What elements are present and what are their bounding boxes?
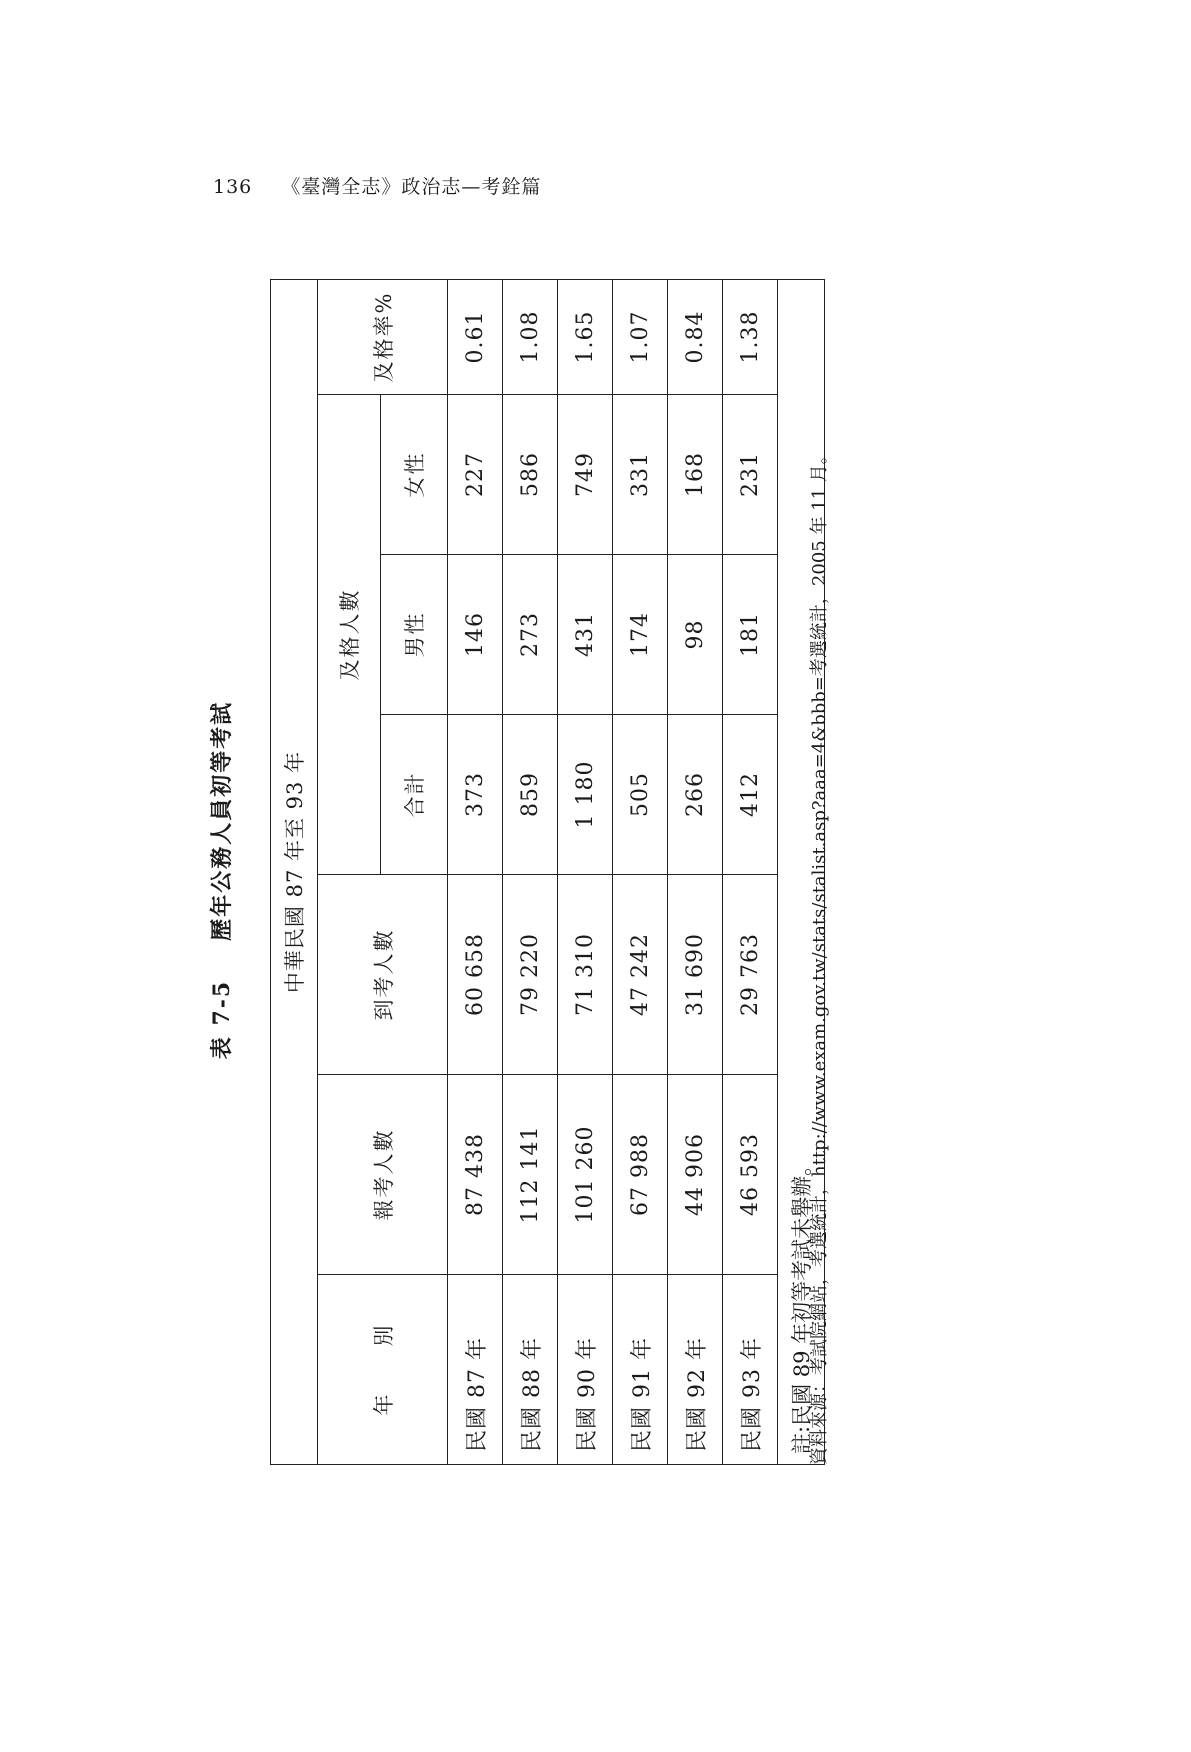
header-passed-total: 合計 bbox=[381, 715, 448, 875]
year-cell: 民國 91 年 bbox=[613, 1275, 668, 1465]
pass-rate-cell: 1.08 bbox=[503, 279, 558, 394]
header-attended: 到考人數 bbox=[318, 875, 448, 1075]
registered-cell: 46 593 bbox=[723, 1075, 778, 1275]
year-cell: 民國 87 年 bbox=[448, 1275, 503, 1465]
book-title: 《臺灣全志》政治志—考銓篇 bbox=[281, 176, 542, 198]
registered-cell: 112 141 bbox=[503, 1075, 558, 1275]
passed-total-cell: 373 bbox=[448, 715, 503, 875]
pass-rate-cell: 1.07 bbox=[613, 279, 668, 394]
header-registered: 報考人數 bbox=[318, 1075, 448, 1275]
passed-female-cell: 331 bbox=[613, 395, 668, 555]
year-cell: 民國 88 年 bbox=[503, 1275, 558, 1465]
pass-rate-cell: 0.84 bbox=[668, 279, 723, 394]
exam-statistics-table bbox=[270, 279, 825, 1465]
header-year: 年 別 bbox=[318, 1275, 448, 1465]
registered-cell: 67 988 bbox=[613, 1075, 668, 1275]
passed-male-cell: 273 bbox=[503, 555, 558, 715]
passed-total-cell: 412 bbox=[723, 715, 778, 875]
registered-cell: 87 438 bbox=[448, 1075, 503, 1275]
pass-rate-cell: 1.38 bbox=[723, 279, 778, 394]
passed-female-cell: 586 bbox=[503, 395, 558, 555]
table-row bbox=[613, 279, 668, 1464]
rotated-table-block bbox=[205, 200, 855, 1560]
table-row bbox=[558, 279, 613, 1464]
passed-total-cell: 505 bbox=[613, 715, 668, 875]
passed-female-cell: 168 bbox=[668, 395, 723, 555]
passed-female-cell: 231 bbox=[723, 395, 778, 555]
table-row bbox=[723, 279, 778, 1464]
table-row bbox=[503, 279, 558, 1464]
passed-male-cell: 174 bbox=[613, 555, 668, 715]
passed-total-cell: 266 bbox=[668, 715, 723, 875]
table-caption bbox=[205, 200, 236, 1560]
range-row bbox=[271, 279, 318, 1464]
attended-cell: 71 310 bbox=[558, 875, 613, 1075]
attended-cell: 29 763 bbox=[723, 875, 778, 1075]
passed-male-cell: 98 bbox=[668, 555, 723, 715]
passed-total-cell: 859 bbox=[503, 715, 558, 875]
attended-cell: 79 220 bbox=[503, 875, 558, 1075]
passed-male-cell: 181 bbox=[723, 555, 778, 715]
year-cell: 民國 92 年 bbox=[668, 1275, 723, 1465]
header-passed-female: 女性 bbox=[381, 395, 448, 555]
header-pass-rate: 及格率% bbox=[318, 279, 448, 394]
table-row bbox=[448, 279, 503, 1464]
table-number: 表 7-5 bbox=[209, 979, 235, 1060]
passed-female-cell: 227 bbox=[448, 395, 503, 555]
registered-cell: 44 906 bbox=[668, 1075, 723, 1275]
header-row bbox=[318, 279, 381, 1464]
table-title: 歷年公務人員初等考試 bbox=[209, 700, 235, 941]
attended-cell: 31 690 bbox=[668, 875, 723, 1075]
registered-cell: 101 260 bbox=[558, 1075, 613, 1275]
header-passed: 及格人數 bbox=[318, 395, 381, 875]
passed-male-cell: 431 bbox=[558, 555, 613, 715]
attended-cell: 47 242 bbox=[613, 875, 668, 1075]
source-citation: 資料來源：考試院網站，考選統計，http://www.exam.gov.tw/stats/stalist.asp?aaa=4&bbb=考選統計，2005 年 11 月。 bbox=[809, 446, 830, 1465]
year-cell: 民國 93 年 bbox=[723, 1275, 778, 1465]
table-note: 註:民國 89 年初等考試未舉辦。 bbox=[778, 875, 825, 1465]
header-passed-male: 男性 bbox=[381, 555, 448, 715]
passed-female-cell: 749 bbox=[558, 395, 613, 555]
pass-rate-cell: 1.65 bbox=[558, 279, 613, 394]
table-row bbox=[668, 279, 723, 1464]
passed-male-cell: 146 bbox=[448, 555, 503, 715]
year-cell: 民國 90 年 bbox=[558, 1275, 613, 1465]
range-label: 中華民國 87 年至 93 年 bbox=[271, 279, 318, 1464]
pass-rate-cell: 0.61 bbox=[448, 279, 503, 394]
page-header bbox=[213, 172, 541, 199]
passed-total-cell: 1 180 bbox=[558, 715, 613, 875]
attended-cell: 60 658 bbox=[448, 875, 503, 1075]
page-number: 136 bbox=[213, 176, 253, 198]
